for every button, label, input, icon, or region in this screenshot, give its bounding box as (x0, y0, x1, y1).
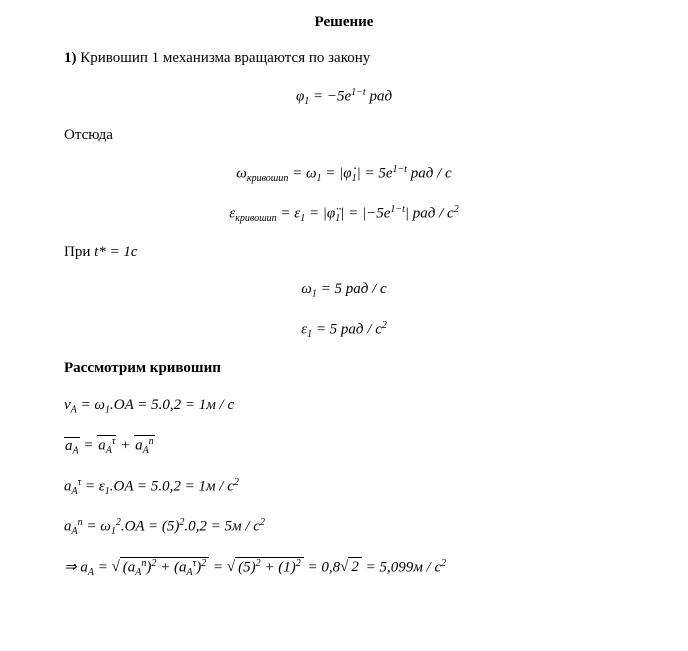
statement-text: Кривошип 1 механизма вращаются по закону (76, 50, 371, 66)
at-time-paragraph (64, 244, 624, 261)
formula-velocity-a: $v_A = \omega_1.OA = 5.0,2 = 1м / с$ (64, 396, 235, 415)
item-number: 1) (64, 50, 77, 66)
at-time-text: При (64, 244, 95, 260)
formula-angular-velocity: $\omega_{кривошип} = \omega_1$ = $|\varphi̇_1| = 5e^{1-t}$ рад / с (236, 164, 452, 184)
formula-total-acceleration: ⇒ $a_A$ = √ $(a_A^n)^2 + (a_A^\tau)^2$ = √ $(5)^2 + (1)^2 = 0,8√$ $2 = 5,099м / с^2$ (64, 557, 447, 578)
at-time-condition: t* = 1с (94, 244, 138, 260)
hence-text: Отсюда (64, 127, 113, 143)
section-heading: Рассмотрим кривошип (64, 359, 221, 376)
formula-omega-value: $\omega_1 = 5$ рад / с (301, 281, 387, 300)
formula-angular-acceleration: $\varepsilon_{кривошип} = \varepsilon_1$ = $|\varphï_1| = |-5e^{1-t}|$ рад / $с^2$ (229, 204, 459, 224)
page-title: Решение (314, 14, 374, 30)
formula-tangential-acceleration: $a_A^\tau = \varepsilon_1.OA = 5.0,2 = 1м / с^2$ (64, 476, 239, 497)
formula-normal-acceleration: $a_A^n = \omega_1^2.OA = (5)^2.0,2 = 5м / с^2$ (64, 516, 265, 537)
formula-phi-law: $\varphi_1 = -5e^{1-t}$ рад (295, 87, 393, 107)
statement-paragraph (64, 50, 624, 67)
formula-epsilon-value: $\varepsilon_1 = 5$ рад / $с^2$ (301, 319, 387, 340)
formula-acceleration-vector-sum: $a_A = a_A^\tau + a_A^n$ (65, 436, 154, 456)
